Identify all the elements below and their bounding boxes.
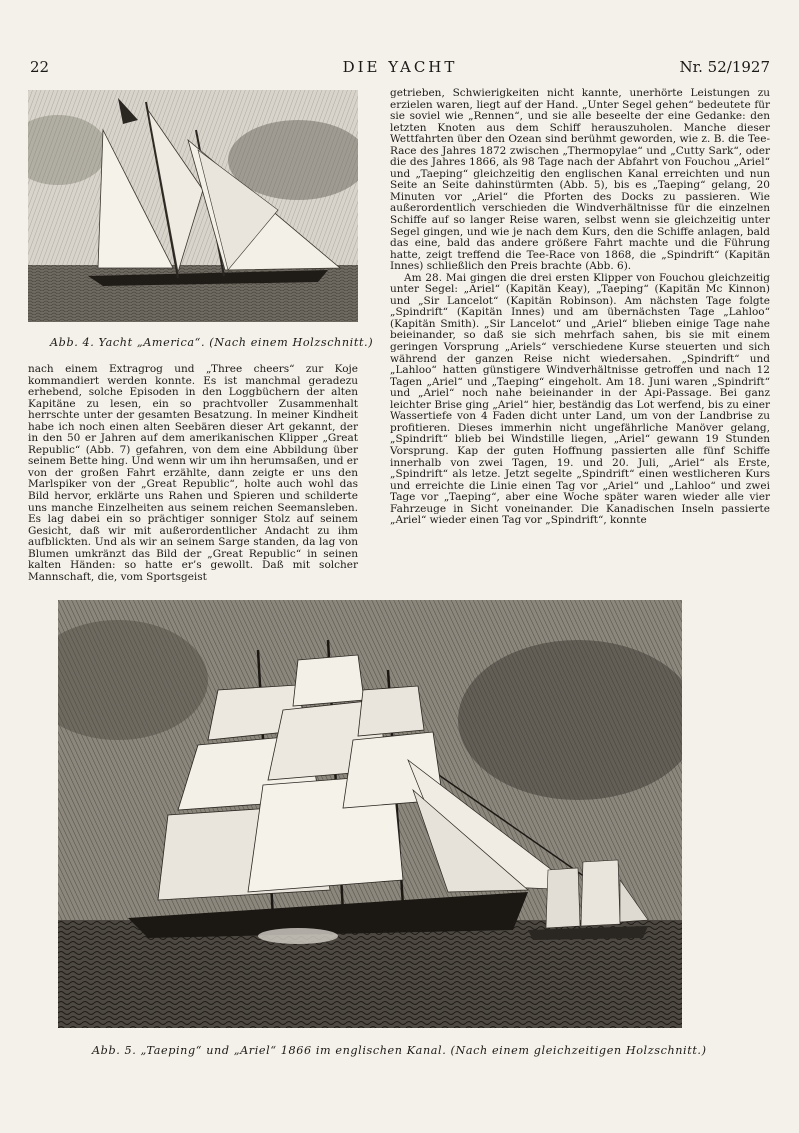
figure-5-engraving [58, 600, 682, 1028]
issue-number: Nr. 52/1927 [679, 58, 770, 76]
schooner-illustration [28, 90, 358, 322]
journal-title: DIE YACHT [342, 58, 458, 76]
right-text-column [390, 88, 770, 527]
figure-5-caption: Abb. 5. „Taeping“ und „Ariel“ 1866 im englischen Kanal. (Nach einem gleichzeitigen Holzschnitt.) [92, 1044, 707, 1057]
clipper-ships-illustration [58, 600, 682, 1028]
page-header [30, 58, 770, 78]
paragraph: nach einem Extragrog und „Three cheers“ zur Koje kommandiert werden konnte. Es ist manchmal geradezu erhebend, solche Episoden in den Loggbüchern der alten Kapitäne zu lesen, ein so prachtvoller Zusammenhalt herrschte unter der gesamten Besatzung. In meiner Kindheit habe ich noch einen alten Seebären dieser Art gekannt, der in den 50 er Jahren auf dem amerikanischen Klipper „Great Republic“ (Abb. 7) gefahren, von dem eine Abbildung über seinem Bette hing. Und wenn wir um ihn herumsaßen, und er von der großen Fahrt erzählte, dann zeigte er uns den Marlspiker von der „Great Republic“, holte auch wohl das Bild hervor, erklärte uns Rahen und Spieren und schilderte uns manche Einzelheiten aus seinem reichen Seemansleben. Es lag dabei ein so prächtiger sonniger Stolz auf seinem Gesicht, daß wir mit außerordentlicher Andacht zu ihm aufblickten. Und als wir an seinem Sarge standen, da lag von Blumen umkränzt das Bild der „Great Republic“ in seinen kalten Händen: so hatte er’s gewollt. Daß mit solcher Mannschaft, die, vom Sportsgeist [28, 363, 358, 583]
paragraph: getrieben, Schwierigkeiten nicht kannte, unerhörte Leistungen zu erzielen waren, liegt auf der Hand. „Unter Segel gehen“ bedeutete für sie soviel wie „Rennen“, und sie alle beseelte der eine Gedanke: den letzten Knoten aus dem Schiff herauszuholen. Manche dieser Wettfahrten über den Ozean sind berühmt geworden, wie z. B. die Tee-Race des Jahres 1872 zwischen „Thermopylae“ und „Cutty Sark“, oder die des Jahres 1866, als 98 Tage nach der Abfahrt von Fouchou „Ariel“ und „Taeping“ gleichzeitig den englischen Kanal erreichten und nun Seite an Seite dahinstürmten (Abb. 5), bis es „Taeping“ gelang, 20 Minuten vor „Ariel“ die Pforten des Docks zu passieren. Wie außerordentlich verschieden die Windverhältnisse für die einzelnen Schiffe auf so langer Reise waren, selbst wenn sie gleichzeitig unter Segel gingen, und wie je nach dem Kurs, den die Schiffe anlagen, bald das eine, bald das andere größere Fahrt machte und die Führung hatte, zeigt treffend die Tee-Race von 1868, die „Spindrift“ (Kapitän Innes) schließlich den Preis brachte (Abb. 6). [390, 87, 770, 273]
paragraph: Am 28. Mai gingen die drei ersten Klipper von Fouchou gleichzeitig unter Segel: „Ariel“ (Kapitän Keay), „Taeping“ (Kapitän Mc Kinnon) und „Sir Lancelot“ (Kapitän Robinson). Am nächsten Tage folgte „Spindrift“ (Kapitän Innes) und am übernächsten Tage „Lahloo“ (Kapitän Smith). „Sir Lancelot“ und „Ariel“ blieben einige Tage nahe beieinander, so daß sie sich mehrfach sahen, bis sie mit einem geringen Vorsprung „Ariels“ verschiedene Kurse steuerten und sich während der ganzen Reise nicht wiedersahen. „Spindrift“ und „Lahloo“ hatten günstigere Windverhältnisse getroffen und nach 12 Tagen „Ariel“ und „Taeping“ eingeholt. Am 18. Juni waren „Spindrift“ und „Ariel“ noch nahe beieinander in der Api-Passage. Bei ganz leichter Brise ging „Ariel“ hier, beständig das Lot werfend, bis zu einer Wassertiefe von 4 Faden dicht unter Land, um von der Landbrise zu profitieren. Dieses immerhin nicht ungefährliche Manöver gelang, „Spindrift“ blieb bei Windstille liegen, „Ariel“ gewann 19 Stunden Vorsprung. Kap der guten Hoffnung passierten alle fünf Schiffe innerhalb von zwei Tagen, 19. und 20. Juli, „Ariel“ als Erste, „Spindrift“ als letze. Jetzt segelte „Spindrift“ einen westlicheren Kurs und erreichte die Linie einen Tag vor „Ariel“ und „Lahloo“ und zwei Tage vor „Taeping“, aber eine Woche später waren wieder alle vier Fahrzeuge in Sicht voneinander. Die Kanadischen Inseln passierte „Ariel“ wieder einen Tag vor „Spindrift“, konnte [390, 271, 770, 527]
figure-4-engraving [28, 90, 358, 322]
page-number: 22 [30, 58, 50, 76]
figure-4-caption: Abb. 4. Yacht „America“. (Nach einem Holzschnitt.) [50, 336, 374, 349]
left-text-column [28, 364, 358, 583]
